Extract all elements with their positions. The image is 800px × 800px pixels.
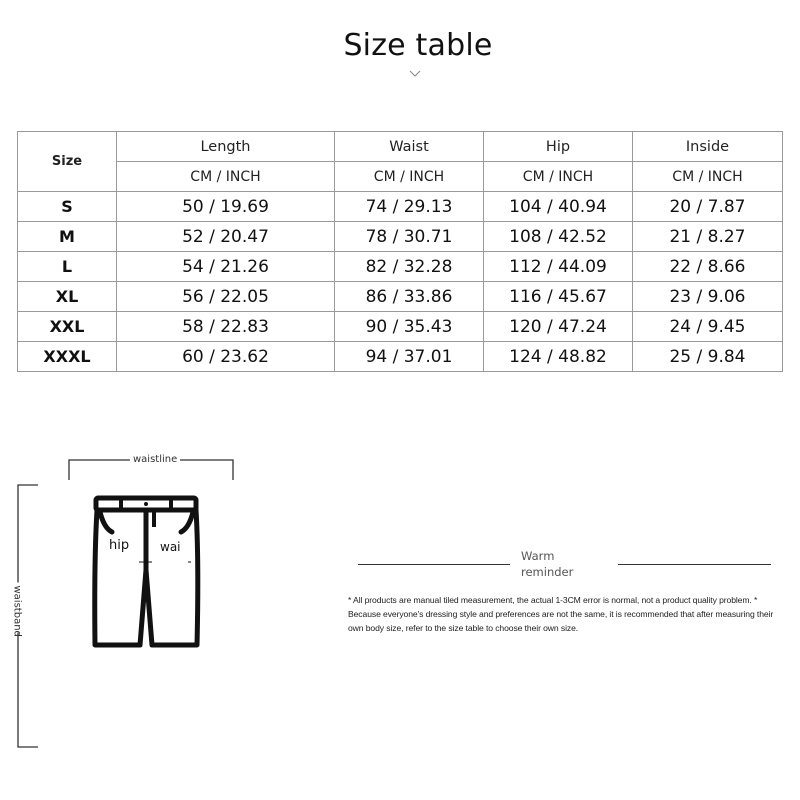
- column-header-waist: Waist: [335, 132, 484, 162]
- length-cell: 56 / 22.05: [117, 282, 335, 312]
- waist-cell: 90 / 35.43: [335, 312, 484, 342]
- reminder-title-line2: reminder: [521, 565, 574, 579]
- waistline-label: waistline: [130, 454, 180, 465]
- column-header-length: Length: [117, 132, 335, 162]
- length-cell: 60 / 23.62: [117, 342, 335, 372]
- column-header-hip: Hip: [484, 132, 633, 162]
- table-row: [18, 252, 783, 282]
- hip-cell: 112 / 44.09: [484, 252, 633, 282]
- waist-cell: 86 / 33.86: [335, 282, 484, 312]
- page-title: Size table: [343, 28, 493, 63]
- length-cell: 58 / 22.83: [117, 312, 335, 342]
- inside-cell: 24 / 9.45: [633, 312, 783, 342]
- waist-cell: 78 / 30.71: [335, 222, 484, 252]
- chevron-down-icon: [409, 70, 421, 78]
- length-cell: 52 / 20.47: [117, 222, 335, 252]
- inside-cell: 23 / 9.06: [633, 282, 783, 312]
- inside-cell: 21 / 8.27: [633, 222, 783, 252]
- inside-cell: 22 / 8.66: [633, 252, 783, 282]
- waist-cell: 74 / 29.13: [335, 192, 484, 222]
- reminder-text: * All products are manual tiled measurement, the actual 1-3CM error is normal, not a product quality problem. * Because everyone's dressing style and preferences are not the same, it is recommended that after measuring their own body size, refer to the size table to choose their own size.: [348, 595, 774, 633]
- divider: [618, 564, 771, 565]
- size-cell: XXL: [18, 312, 117, 342]
- wai-label: wai: [160, 540, 181, 554]
- waist-cell: 94 / 37.01: [335, 342, 484, 372]
- divider: [358, 564, 510, 565]
- size-table: [17, 131, 783, 372]
- size-column-header: Size: [18, 132, 117, 192]
- size-cell: XXXL: [18, 342, 117, 372]
- table-header-row: [18, 132, 783, 162]
- inside-cell: 25 / 9.84: [633, 342, 783, 372]
- hip-label: hip: [109, 538, 130, 553]
- reminder-title: [521, 548, 601, 580]
- table-row: [18, 282, 783, 312]
- hip-cell: 120 / 47.24: [484, 312, 633, 342]
- unit-header: CM / INCH: [633, 162, 783, 192]
- unit-header: CM / INCH: [484, 162, 633, 192]
- waist-cell: 82 / 32.28: [335, 252, 484, 282]
- waistband-label: waistband: [12, 583, 23, 633]
- table-row: [18, 222, 783, 252]
- hip-cell: 104 / 40.94: [484, 192, 633, 222]
- reminder-title-line1: Warm: [521, 549, 555, 563]
- table-row: [18, 342, 783, 372]
- table-row: [18, 312, 783, 342]
- table-unit-row: [18, 162, 783, 192]
- pants-icon: [0, 440, 270, 760]
- inside-cell: 20 / 7.87: [633, 192, 783, 222]
- column-header-inside: Inside: [633, 132, 783, 162]
- length-cell: 54 / 21.26: [117, 252, 335, 282]
- unit-header: CM / INCH: [335, 162, 484, 192]
- size-cell: S: [18, 192, 117, 222]
- length-cell: 50 / 19.69: [117, 192, 335, 222]
- hip-cell: 116 / 45.67: [484, 282, 633, 312]
- size-cell: XL: [18, 282, 117, 312]
- size-cell: M: [18, 222, 117, 252]
- measurement-diagram: [0, 440, 270, 760]
- hip-cell: 124 / 48.82: [484, 342, 633, 372]
- size-cell: L: [18, 252, 117, 282]
- unit-header: CM / INCH: [117, 162, 335, 192]
- table-row: [18, 192, 783, 222]
- hip-cell: 108 / 42.52: [484, 222, 633, 252]
